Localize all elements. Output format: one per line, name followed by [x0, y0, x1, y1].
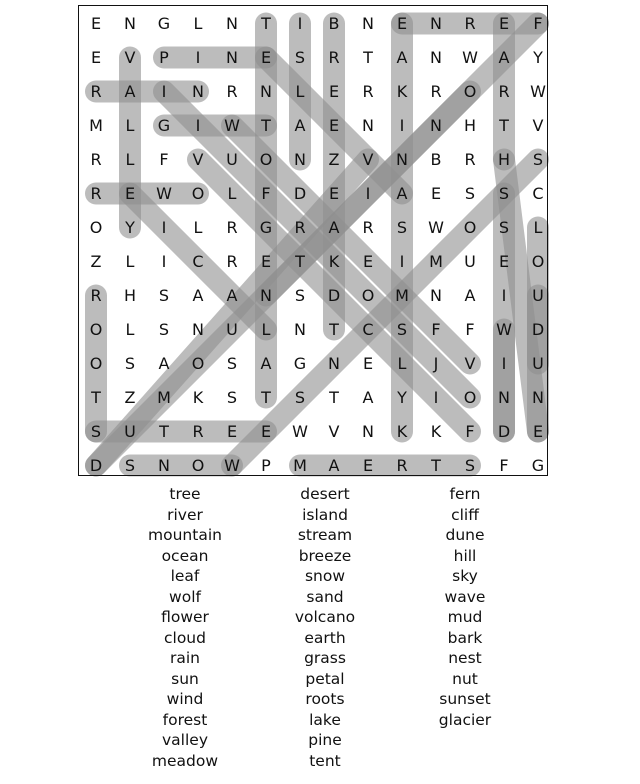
- grid-letter[interactable]: N: [294, 150, 306, 169]
- grid-letter[interactable]: E: [362, 252, 374, 271]
- grid-letter[interactable]: A: [396, 184, 408, 203]
- grid-letter[interactable]: T: [295, 252, 305, 271]
- word-list-item: stream: [297, 526, 353, 544]
- grid-letter[interactable]: O: [191, 456, 205, 475]
- grid-letter[interactable]: F: [261, 184, 271, 203]
- grid-letter[interactable]: T: [159, 422, 169, 441]
- grid-letter[interactable]: S: [158, 286, 170, 305]
- grid-letter[interactable]: I: [399, 116, 405, 135]
- grid-letter[interactable]: U: [532, 354, 544, 373]
- grid-letter[interactable]: K: [192, 388, 204, 407]
- grid-letter[interactable]: I: [297, 14, 303, 33]
- grid-letter[interactable]: D: [89, 456, 103, 475]
- word-list-item: lake: [309, 710, 341, 729]
- grid-letter[interactable]: T: [261, 388, 271, 407]
- word-list-item: wind: [166, 690, 204, 708]
- grid-letter[interactable]: L: [193, 14, 203, 33]
- grid-letter[interactable]: M: [293, 456, 307, 475]
- word-list-item: pine: [308, 731, 342, 749]
- grid-letter[interactable]: O: [89, 320, 103, 339]
- grid-letter[interactable]: E: [328, 184, 340, 203]
- grid-letter[interactable]: T: [261, 116, 271, 135]
- grid-letter[interactable]: R: [226, 218, 238, 237]
- grid-letter[interactable]: W: [156, 184, 172, 203]
- word-list-item: glacier: [438, 710, 492, 729]
- word-list-item: cliff: [451, 505, 479, 524]
- grid-letter[interactable]: D: [497, 422, 511, 441]
- word-list-item: tent: [309, 751, 341, 770]
- grid-letter[interactable]: T: [261, 14, 271, 33]
- grid-letter[interactable]: L: [533, 218, 543, 237]
- grid-letter[interactable]: I: [161, 252, 167, 271]
- grid-letter[interactable]: S: [396, 218, 408, 237]
- word-list-item: rain: [169, 649, 200, 667]
- word-list-item: mountain: [148, 526, 222, 544]
- grid-letter[interactable]: A: [362, 388, 374, 407]
- grid-letter[interactable]: E: [396, 14, 408, 33]
- grid-letter[interactable]: A: [158, 354, 170, 373]
- grid-letter[interactable]: E: [362, 456, 374, 475]
- grid-letter[interactable]: O: [191, 354, 205, 373]
- grid-letter[interactable]: C: [362, 320, 374, 339]
- grid-letter[interactable]: S: [124, 456, 136, 475]
- grid-letter[interactable]: R: [226, 252, 238, 271]
- grid-letter[interactable]: R: [294, 218, 306, 237]
- grid-letter[interactable]: S: [396, 320, 408, 339]
- grid-letter[interactable]: N: [124, 14, 136, 33]
- word-list-item: meadow: [151, 751, 219, 770]
- grid-letter[interactable]: T: [329, 388, 339, 407]
- grid-letter[interactable]: F: [465, 422, 475, 441]
- word-list-item: nest: [448, 649, 482, 667]
- word-list-item: hill: [453, 546, 477, 565]
- grid-letter[interactable]: U: [226, 150, 238, 169]
- grid-letter[interactable]: S: [498, 184, 510, 203]
- grid-letter[interactable]: E: [90, 48, 102, 67]
- grid-letter[interactable]: F: [159, 150, 169, 169]
- grid-letter[interactable]: R: [396, 456, 408, 475]
- grid-letter[interactable]: L: [193, 218, 203, 237]
- grid-letter[interactable]: G: [157, 116, 171, 135]
- grid-letter[interactable]: F: [499, 456, 509, 475]
- grid-letter[interactable]: Y: [125, 218, 135, 237]
- grid-letter[interactable]: K: [328, 252, 340, 271]
- grid-letter[interactable]: N: [192, 320, 204, 339]
- grid-letter[interactable]: O: [531, 252, 545, 271]
- grid-letter[interactable]: I: [365, 184, 371, 203]
- grid-letter[interactable]: E: [260, 252, 272, 271]
- grid-letter[interactable]: R: [362, 218, 374, 237]
- grid-letter[interactable]: R: [430, 82, 442, 101]
- word-list-item: cloud: [164, 628, 206, 647]
- grid-letter[interactable]: Z: [90, 252, 102, 271]
- grid-letter[interactable]: C: [532, 184, 544, 203]
- grid-letter[interactable]: N: [260, 82, 272, 101]
- grid-letter[interactable]: S: [294, 388, 306, 407]
- grid-letter[interactable]: H: [463, 116, 477, 135]
- word-list-item: island: [302, 505, 348, 524]
- grid-letter[interactable]: D: [327, 286, 341, 305]
- word-list-item: ocean: [161, 546, 209, 565]
- grid-letter[interactable]: T: [91, 388, 101, 407]
- word-list-item: volcano: [294, 608, 356, 626]
- grid-letter[interactable]: S: [464, 184, 476, 203]
- grid-letter[interactable]: A: [192, 286, 204, 305]
- grid-letter[interactable]: R: [90, 286, 102, 305]
- grid-letter[interactable]: R: [90, 150, 102, 169]
- grid-letter[interactable]: A: [328, 456, 340, 475]
- grid-letter[interactable]: T: [431, 456, 441, 475]
- grid-letter[interactable]: N: [260, 286, 272, 305]
- word-list: [120, 484, 540, 774]
- grid-letter[interactable]: S: [158, 320, 170, 339]
- grid-letter[interactable]: I: [161, 82, 167, 101]
- grid-letter[interactable]: G: [157, 14, 171, 33]
- grid-letter[interactable]: V: [328, 422, 340, 441]
- grid-letter[interactable]: N: [430, 48, 442, 67]
- grid-letter[interactable]: W: [292, 422, 308, 441]
- grid-letter[interactable]: O: [89, 218, 103, 237]
- grid-letter[interactable]: V: [124, 48, 136, 67]
- grid-letter[interactable]: L: [261, 320, 271, 339]
- grid-letter[interactable]: G: [259, 218, 273, 237]
- grid-letter[interactable]: O: [259, 150, 273, 169]
- grid-letter[interactable]: A: [226, 286, 238, 305]
- grid-letter[interactable]: S: [294, 48, 306, 67]
- grid-letter[interactable]: S: [226, 354, 238, 373]
- grid-letter[interactable]: L: [125, 320, 135, 339]
- grid-letter[interactable]: O: [89, 354, 103, 373]
- word-list-item: nut: [452, 669, 478, 688]
- grid-letter[interactable]: A: [260, 354, 272, 373]
- grid-letter[interactable]: E: [328, 116, 340, 135]
- grid-letter[interactable]: E: [498, 14, 510, 33]
- grid-letter[interactable]: N: [396, 150, 408, 169]
- grid-letter[interactable]: N: [158, 456, 170, 475]
- grid-letter[interactable]: V: [464, 354, 476, 373]
- grid-letter[interactable]: L: [397, 354, 407, 373]
- grid-letter[interactable]: E: [362, 354, 374, 373]
- grid-letter[interactable]: W: [530, 82, 546, 101]
- grid-letter[interactable]: M: [395, 286, 409, 305]
- grid-letter[interactable]: L: [125, 252, 135, 271]
- grid-letter[interactable]: N: [226, 14, 238, 33]
- letter-grid[interactable]: [78, 5, 550, 478]
- grid-letter[interactable]: Y: [397, 388, 407, 407]
- grid-letter[interactable]: H: [123, 286, 137, 305]
- grid-letter[interactable]: R: [464, 150, 476, 169]
- grid-letter[interactable]: C: [192, 252, 204, 271]
- grid-letter[interactable]: U: [226, 320, 238, 339]
- word-list-item: forest: [162, 710, 208, 729]
- word-list-item: sun: [171, 669, 199, 688]
- grid-letter[interactable]: K: [396, 422, 408, 441]
- grid-letter[interactable]: E: [430, 184, 442, 203]
- grid-letter[interactable]: J: [433, 354, 439, 373]
- word-list-item: sand: [306, 587, 344, 606]
- grid-letter[interactable]: G: [293, 354, 307, 373]
- word-list-item: breeze: [298, 546, 352, 565]
- grid-letter[interactable]: S: [124, 354, 136, 373]
- grid-letter[interactable]: P: [261, 456, 271, 475]
- grid-letter[interactable]: N: [498, 388, 510, 407]
- word-column-2: [260, 484, 390, 771]
- grid-letter[interactable]: U: [124, 422, 136, 441]
- grid-letter[interactable]: W: [496, 320, 512, 339]
- word-column-3: [400, 484, 530, 730]
- grid-letter[interactable]: V: [192, 150, 204, 169]
- grid-letter[interactable]: V: [532, 116, 544, 135]
- grid-letter[interactable]: E: [260, 422, 272, 441]
- grid-letter[interactable]: S: [90, 422, 102, 441]
- word-list-item: grass: [304, 649, 346, 667]
- grid-letter[interactable]: Z: [328, 150, 340, 169]
- grid-letter[interactable]: B: [328, 14, 340, 33]
- grid-letter[interactable]: G: [531, 456, 545, 475]
- word-list-item: petal: [305, 669, 345, 688]
- word-list-item: snow: [304, 567, 346, 585]
- grid-letter[interactable]: L: [125, 150, 135, 169]
- grid-letter[interactable]: O: [463, 218, 477, 237]
- grid-letter[interactable]: K: [396, 82, 408, 101]
- grid-letter[interactable]: N: [328, 354, 340, 373]
- word-list-item: fern: [449, 485, 481, 503]
- grid-letter[interactable]: N: [362, 116, 374, 135]
- grid-letter[interactable]: I: [195, 116, 201, 135]
- grid-letter[interactable]: E: [90, 14, 102, 33]
- grid-letter[interactable]: E: [328, 82, 340, 101]
- word-list-item: desert: [300, 485, 350, 503]
- grid-letter[interactable]: N: [362, 14, 374, 33]
- grid-letter[interactable]: O: [463, 82, 477, 101]
- grid-letter[interactable]: Y: [533, 48, 543, 67]
- grid-letter[interactable]: R: [90, 184, 102, 203]
- grid-letter[interactable]: N: [430, 14, 442, 33]
- grid-letter[interactable]: F: [533, 14, 543, 33]
- word-list-item: wave: [444, 587, 486, 606]
- grid-letter[interactable]: B: [430, 150, 442, 169]
- grid-letter[interactable]: I: [399, 252, 405, 271]
- grid-letter[interactable]: K: [430, 422, 442, 441]
- grid-letter[interactable]: N: [430, 286, 442, 305]
- grid-letter[interactable]: E: [498, 252, 510, 271]
- grid-letter[interactable]: I: [501, 286, 507, 305]
- grid-letter[interactable]: S: [532, 150, 544, 169]
- grid-letter[interactable]: H: [497, 150, 511, 169]
- grid-letter[interactable]: L: [227, 184, 237, 203]
- grid-letter[interactable]: E: [124, 184, 136, 203]
- grid-letter[interactable]: D: [531, 320, 545, 339]
- grid-letter[interactable]: P: [159, 48, 169, 67]
- word-search-puzzle: [78, 5, 550, 478]
- grid-letter[interactable]: R: [498, 82, 510, 101]
- grid-letter[interactable]: W: [224, 116, 240, 135]
- word-list-item: tree: [169, 485, 201, 503]
- grid-letter[interactable]: A: [124, 82, 136, 101]
- grid-letter[interactable]: A: [294, 116, 306, 135]
- grid-letter[interactable]: A: [498, 48, 510, 67]
- grid-letter[interactable]: N: [294, 320, 306, 339]
- grid-letter[interactable]: E: [226, 422, 238, 441]
- grid-letter[interactable]: Z: [124, 388, 136, 407]
- grid-letter[interactable]: W: [224, 456, 240, 475]
- grid-letter[interactable]: S: [226, 388, 238, 407]
- grid-letter[interactable]: S: [294, 286, 306, 305]
- grid-letter[interactable]: T: [363, 48, 373, 67]
- grid-letter[interactable]: L: [125, 116, 135, 135]
- word-list-item: roots: [305, 690, 345, 708]
- grid-letter[interactable]: O: [191, 184, 205, 203]
- grid-letter[interactable]: W: [462, 48, 478, 67]
- grid-letter[interactable]: R: [90, 82, 102, 101]
- word-list-item: bark: [447, 628, 483, 647]
- grid-letter[interactable]: E: [260, 48, 272, 67]
- grid-letter[interactable]: M: [157, 388, 171, 407]
- grid-letter[interactable]: R: [464, 14, 476, 33]
- grid-letter[interactable]: N: [362, 422, 374, 441]
- word-list-item: wolf: [169, 587, 201, 606]
- word-list-item: sky: [452, 567, 478, 585]
- grid-letter[interactable]: R: [362, 82, 374, 101]
- word-list-item: leaf: [170, 567, 200, 585]
- word-list-item: dune: [445, 526, 485, 544]
- grid-letter[interactable]: A: [464, 286, 476, 305]
- grid-letter[interactable]: V: [362, 150, 374, 169]
- grid-letter[interactable]: F: [431, 320, 441, 339]
- grid-letter[interactable]: I: [195, 48, 201, 67]
- grid-letter[interactable]: N: [192, 82, 204, 101]
- grid-letter[interactable]: U: [464, 252, 476, 271]
- word-column-1: [120, 484, 250, 771]
- grid-letter[interactable]: U: [532, 286, 544, 305]
- grid-letter[interactable]: R: [192, 422, 204, 441]
- grid-letter[interactable]: W: [428, 218, 444, 237]
- word-list-item: river: [167, 505, 203, 524]
- grid-letter[interactable]: M: [429, 252, 443, 271]
- grid-letter[interactable]: N: [226, 48, 238, 67]
- word-list-item: sunset: [439, 690, 491, 708]
- grid-letter[interactable]: O: [463, 388, 477, 407]
- grid-letter[interactable]: O: [361, 286, 375, 305]
- grid-letter[interactable]: N: [430, 116, 442, 135]
- grid-letter[interactable]: A: [328, 218, 340, 237]
- grid-letter[interactable]: F: [465, 320, 475, 339]
- grid-letter[interactable]: I: [501, 354, 507, 373]
- grid-letter[interactable]: M: [89, 116, 103, 135]
- grid-letter[interactable]: S: [464, 456, 476, 475]
- grid-letter[interactable]: R: [328, 48, 340, 67]
- grid-letter[interactable]: R: [226, 82, 238, 101]
- grid-letter[interactable]: T: [329, 320, 339, 339]
- word-list-item: mud: [447, 608, 483, 626]
- grid-letter[interactable]: S: [498, 218, 510, 237]
- grid-letter[interactable]: L: [295, 82, 305, 101]
- word-list-item: flower: [161, 608, 209, 626]
- word-list-item: valley: [162, 731, 208, 749]
- grid-letter[interactable]: A: [396, 48, 408, 67]
- grid-letter[interactable]: I: [161, 218, 167, 237]
- word-list-item: earth: [304, 628, 346, 647]
- grid-letter[interactable]: E: [532, 422, 544, 441]
- grid-letter[interactable]: N: [532, 388, 544, 407]
- grid-letter[interactable]: T: [499, 116, 509, 135]
- grid-letter[interactable]: I: [433, 388, 439, 407]
- grid-letter[interactable]: D: [293, 184, 307, 203]
